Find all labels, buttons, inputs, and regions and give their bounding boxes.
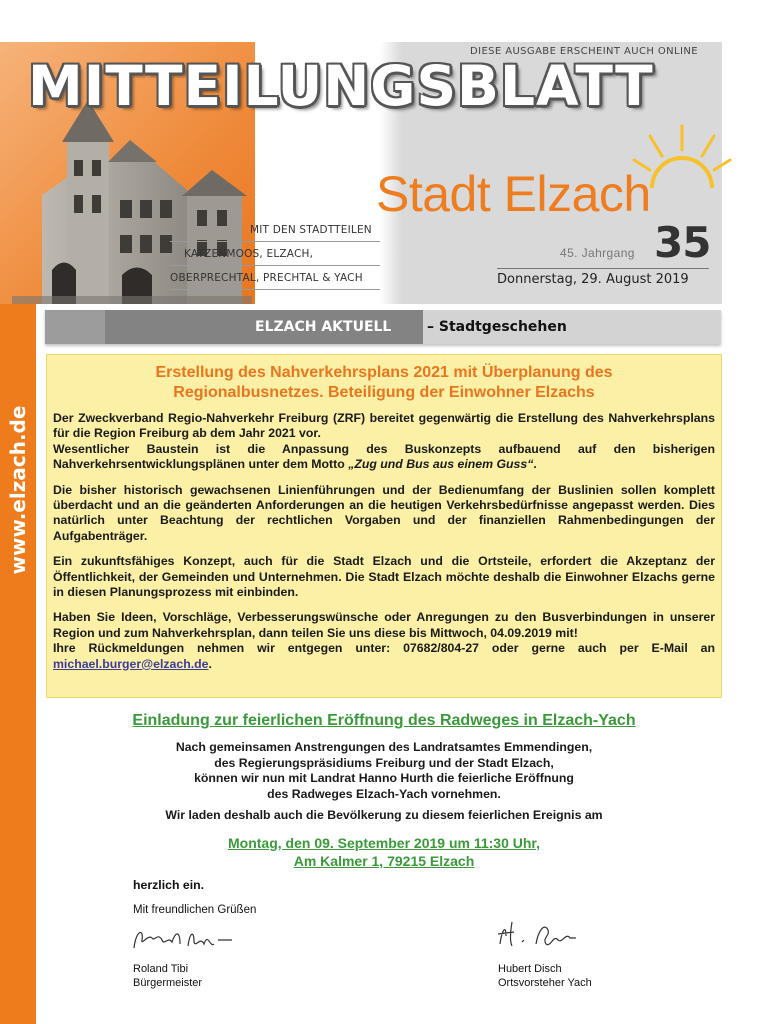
greeting: herzlich ein. <box>133 878 205 892</box>
closing-regards: Mit freundlichen Grüßen <box>133 904 257 916</box>
signer-local-chairman: Hubert Disch Ortsvorsteher Yach <box>498 963 592 989</box>
article-paragraph: Ihre Rückmeldungen nehmen wir entgegen unter: 07682/804-27 oder gerne auch per E-Mail an michael.burger@elzach.de. <box>53 641 715 671</box>
sun-logo-icon <box>632 120 732 200</box>
invitation-body: Nach gemeinsamen Anstrengungen des Landratsamtes Emmendingen, des Regierungspräsidiums Freiburg und der Stadt Elzach, können wir nun mit Landrat Hanno Hurth die feierliche Eröffnung des Radweges Elzach-Yach vornehmen. <box>175 740 593 801</box>
section-label: ELZACH AKTUELL <box>255 319 392 335</box>
issue-number: 35 <box>654 218 711 267</box>
signature-mayor <box>128 918 238 958</box>
invitation-title: Einladung zur feierlichen Eröffnung des Radweges in Elzach-Yach <box>132 712 636 729</box>
article-title: Erstellung des Nahverkehrsplans 2021 mit Überplanung des Regionalbusnetzes. Beteiligung der Einwohner Elzachs <box>155 364 613 401</box>
districts-list <box>170 218 380 290</box>
district-line: OBERPRECHTAL, PRECHTAL & YACH <box>170 266 380 290</box>
article-box <box>46 354 722 698</box>
article-paragraph: Die bisher historisch gewachsenen Linienführungen und der Bedienumfang der Buslinien sollen komplett überdacht und an die geänderten Anforderungen an die heutigen Verkehrsbedürfnisse angepasst werden. Dies natürlich unter Beachtung der rechtlichen Vorgaben und der finanziellen Rahmenbedingungen der Aufgabenträger. <box>53 482 715 543</box>
article-paragraph: Der Zweckverband Regio-Nahverkehr Freiburg (ZRF) bereitet gegenwärtig die Erstellung des Nahverkehrsplans für die Region Freiburg ab dem Jahr 2021 vor. <box>53 411 715 441</box>
invitation-invite: Wir laden deshalb auch die Bevölkerung zu diesem feierlichen Ereignis am <box>165 808 603 822</box>
website-url[interactable]: www.elzach.de <box>6 405 30 575</box>
signature-local-chairman <box>492 914 592 954</box>
email-link[interactable]: michael.burger@elzach.de <box>53 656 209 671</box>
event-details: Montag, den 09. September 2019 um 11:30 Uhr, Am Kalmer 1, 79215 Elzach <box>228 835 540 869</box>
section-bar <box>45 310 721 344</box>
article-paragraph: Ein zukunftsfähiges Konzept, auch für die Stadt Elzach und die Ortsteile, erfordert die Akzeptanz der Öffentlichkeit, der Gemeinden und Unternehmen. Die Stadt Elzach möchte deshalb die Einwohner Elzachs gerne in diesen Planungsprozess mit einbinden. <box>53 554 715 600</box>
signer-mayor: Roland Tibi Bürgermeister <box>133 963 203 989</box>
city-name: Stadt Elzach <box>376 166 651 222</box>
section-subtitle: – Stadtgeschehen <box>427 319 567 335</box>
article-paragraph: Haben Sie Ideen, Vorschläge, Verbesserungswünsche oder Anregungen zu den Busverbindungen in unserer Region und zum Nahverkehrsplan, dann teilen Sie uns diese bis Mittwoch, 04.09.2019 mit! <box>53 610 715 640</box>
masthead-title: MITTEILUNGSBLATT <box>28 54 654 118</box>
district-line: KATZENMOOS, ELZACH, <box>170 242 380 266</box>
header-divider <box>497 268 709 269</box>
article-paragraph: Wesentlicher Baustein ist die Anpassung des Buskonzepts aufbauend auf den bisherigen Nahverkehrsentwicklungsplänen unter dem Motto „Zug und Bus aus einem Guss“. <box>53 441 715 472</box>
district-line: MIT DEN STADTTEILEN <box>170 218 380 242</box>
online-note: DIESE AUSGABE ERSCHEINT AUCH ONLINE <box>470 46 698 57</box>
issue-date: Donnerstag, 29. August 2019 <box>497 272 689 287</box>
volume-year: 45. Jahrgang <box>560 246 635 260</box>
